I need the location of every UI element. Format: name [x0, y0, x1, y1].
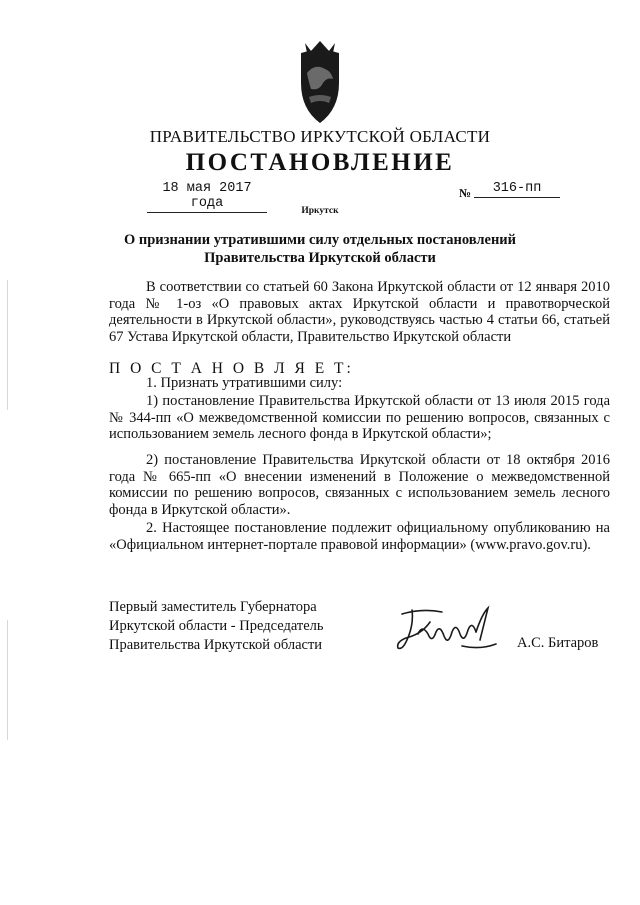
- resolves-word: П О С Т А Н О В Л Я Е Т:: [109, 360, 354, 377]
- preamble-paragraph: В соответствии со статьей 60 Закона Иркутской области от 12 января 2010 года № 1-оз «О правовых актах Иркутской области и правотворческой деятельности в Иркутской области», руководствуясь частью 4 статьи 66, статьей 67 Устава Иркутской области, Правительство Иркутской области: [109, 279, 610, 345]
- coat-of-arms-icon: [297, 39, 343, 125]
- document-heading-line-1: О признании утратившими силу отдельных постановлений: [123, 232, 517, 248]
- government-title: ПРАВИТЕЛЬСТВО ИРКУТСКОЙ ОБЛАСТИ: [149, 127, 491, 146]
- item-1: 1. Признать утратившими силу:: [146, 375, 343, 391]
- document-number: 316-пп: [474, 181, 560, 198]
- item-2: 2. Настоящее постановление подлежит официальному опубликованию на «Официальном интернет-портале правовой информации» (www.pravo.gov.ru).: [109, 520, 610, 553]
- signer-position-line-3: Правительства Иркутской области: [109, 637, 323, 653]
- subitem-1: 1) постановление Правительства Иркутской области от 13 июля 2015 года № 344-пп «О межведомственной комиссии по решению вопросов, связанных с использованием земель лесного фонда в Иркутской области»;: [109, 393, 610, 442]
- subitem-2: 2) постановление Правительства Иркутской области от 18 октября 2016 года № 665-пп «О внесении изменений в Положение о межведомственной комиссии по решению вопросов, связанных с использованием земель лесного фонда в Иркутской области».: [109, 452, 610, 518]
- number-sign: №: [459, 186, 472, 200]
- signer-position-line-2: Иркутской области - Председатель: [109, 618, 324, 634]
- handwritten-signature-icon: [392, 604, 500, 660]
- signer-position: [109, 598, 324, 655]
- scan-margin-mark: [7, 620, 8, 740]
- scan-margin-mark: [7, 280, 8, 410]
- place-of-issue: Иркутск: [301, 206, 339, 216]
- document-heading-line-2: Правительства Иркутской области: [204, 250, 436, 266]
- signer-name: А.С. Битаров: [517, 635, 599, 651]
- document-date: 18 мая 2017 года: [147, 181, 267, 213]
- signer-position-line-1: Первый заместитель Губернатора: [109, 599, 317, 615]
- document-type: ПОСТАНОВЛЕНИЕ: [185, 149, 455, 176]
